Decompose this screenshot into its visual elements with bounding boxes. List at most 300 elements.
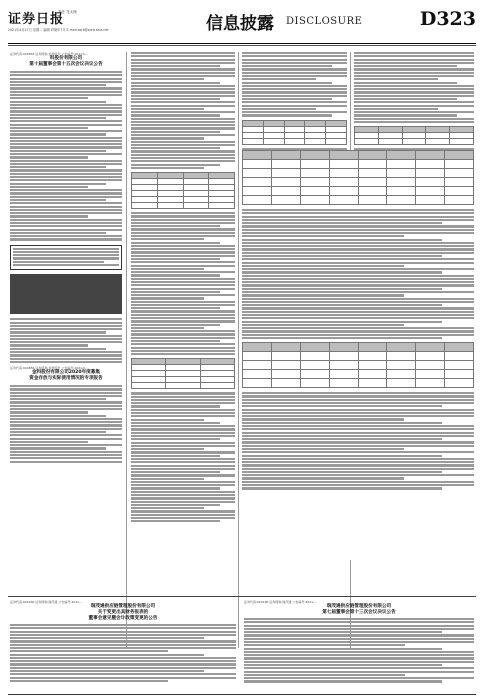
text-line <box>131 261 235 263</box>
text-line <box>131 88 235 90</box>
text-line <box>131 242 220 244</box>
bottom-left-announcement <box>10 600 236 692</box>
text-line <box>242 232 474 234</box>
text-line <box>131 409 235 411</box>
text-line <box>10 461 122 463</box>
text-line <box>244 654 474 656</box>
text-line <box>131 268 204 270</box>
text-line <box>242 395 474 397</box>
text-line <box>10 143 122 145</box>
text-line <box>354 105 474 107</box>
text-line <box>131 442 235 444</box>
body-text <box>131 52 235 169</box>
text-line <box>131 75 235 77</box>
body-text <box>244 618 474 683</box>
text-line <box>354 108 438 110</box>
text-line <box>10 153 122 155</box>
text-line <box>354 98 457 100</box>
text-line <box>10 328 122 330</box>
text-line <box>131 108 204 110</box>
text-line <box>131 455 220 457</box>
announcement-title: 关于变更出具财务报表的 <box>97 610 149 615</box>
text-line <box>242 235 404 237</box>
body-text <box>10 71 122 241</box>
announcement-title: 董事会意见暨会计政策变更的公告 <box>88 616 158 621</box>
text-line <box>131 154 235 156</box>
text-line <box>131 215 235 217</box>
text-line <box>242 262 474 264</box>
text-line <box>131 121 235 123</box>
text-line <box>131 245 235 247</box>
text-line <box>13 254 119 256</box>
text-line <box>131 124 235 126</box>
data-table <box>131 358 235 389</box>
text-line <box>242 239 442 241</box>
text-line <box>242 78 316 80</box>
text-line <box>10 344 88 346</box>
text-line <box>244 618 474 620</box>
wide-table-grid <box>242 150 474 205</box>
text-line <box>244 664 442 666</box>
text-line <box>10 219 122 221</box>
text-line <box>131 291 220 293</box>
text-line <box>10 392 122 394</box>
text-line <box>242 242 474 244</box>
text-line <box>10 202 122 204</box>
text-line <box>131 333 235 335</box>
data-table <box>131 172 235 209</box>
text-line <box>10 87 122 89</box>
text-line <box>10 627 236 629</box>
text-line <box>242 245 474 247</box>
text-line <box>242 334 474 336</box>
text-line <box>13 261 104 263</box>
text-line <box>10 677 236 679</box>
text-line <box>10 667 236 669</box>
text-line <box>242 95 347 97</box>
text-line <box>10 173 122 175</box>
text-line <box>10 660 236 662</box>
text-line <box>242 212 474 214</box>
text-line <box>131 288 235 290</box>
text-line <box>10 206 122 208</box>
text-line <box>242 438 442 440</box>
text-line <box>131 271 235 273</box>
text-line <box>10 110 122 112</box>
text-line <box>242 265 404 267</box>
text-line <box>131 481 235 483</box>
text-line <box>242 327 474 329</box>
text-line <box>242 229 474 231</box>
text-line <box>131 451 235 453</box>
text-line <box>10 114 122 116</box>
text-line <box>131 507 204 509</box>
text-line <box>131 72 235 74</box>
text-line <box>244 621 474 623</box>
text-line <box>131 251 235 253</box>
text-line <box>242 52 347 54</box>
text-line <box>10 421 122 423</box>
text-line <box>10 405 122 407</box>
wide-table-grid <box>242 342 474 388</box>
text-line <box>242 59 347 61</box>
body-text <box>10 385 122 463</box>
text-line <box>10 120 122 122</box>
text-line <box>242 402 474 404</box>
text-line <box>131 520 220 522</box>
text-line <box>10 644 236 646</box>
text-line <box>10 640 236 642</box>
text-line <box>242 288 442 290</box>
text-line <box>131 471 220 473</box>
text-line <box>131 147 220 149</box>
text-line <box>10 91 122 93</box>
text-line <box>131 68 235 70</box>
text-line <box>242 324 404 326</box>
text-line <box>131 78 204 80</box>
text-line <box>354 121 474 123</box>
text-line <box>10 238 122 240</box>
text-line <box>242 458 474 460</box>
text-line <box>242 62 347 64</box>
text-line <box>10 647 236 649</box>
text-line <box>10 401 122 403</box>
text-line <box>10 71 122 73</box>
text-line <box>10 318 122 320</box>
text-line <box>242 321 442 323</box>
text-line <box>131 314 235 316</box>
boxed-notice <box>10 245 122 271</box>
text-line <box>10 451 122 453</box>
section-title-english: DISCLOSURE <box>286 16 363 27</box>
text-line <box>131 304 235 306</box>
announcement-meta: 证券代码:000656 证券简称:金科股份 公告编号:2021-0… <box>10 366 89 371</box>
text-line <box>242 55 347 57</box>
text-line <box>244 648 442 650</box>
text-line <box>131 278 235 280</box>
text-line <box>354 55 474 57</box>
text-line <box>131 435 235 437</box>
text-line <box>131 392 235 394</box>
text-line <box>354 72 474 74</box>
text-line <box>10 160 122 162</box>
text-line <box>242 311 474 313</box>
text-line <box>242 471 442 473</box>
editor-credit: 责任 龙太理 <box>58 10 77 14</box>
text-line <box>242 105 347 107</box>
text-line <box>354 85 474 87</box>
text-line <box>10 101 106 103</box>
text-line <box>244 657 474 659</box>
text-line <box>10 124 122 126</box>
text-line <box>10 104 122 106</box>
text-line <box>10 150 106 152</box>
text-line <box>131 478 204 480</box>
text-line <box>10 673 236 675</box>
text-line <box>354 111 474 113</box>
text-line <box>131 105 235 107</box>
text-line <box>131 465 235 467</box>
text-line <box>131 504 220 506</box>
text-line <box>131 127 235 129</box>
text-line <box>10 650 168 652</box>
text-line <box>244 625 474 627</box>
text-line <box>242 275 474 277</box>
text-line <box>242 91 347 93</box>
text-line <box>242 330 474 332</box>
text-line <box>131 399 235 401</box>
text-line <box>354 65 457 67</box>
text-line <box>131 228 235 230</box>
text-line <box>131 415 235 417</box>
text-line <box>10 146 122 148</box>
text-line <box>10 232 106 234</box>
text-line <box>242 258 474 260</box>
text-line <box>131 432 235 434</box>
text-line <box>131 284 235 286</box>
text-line <box>10 408 122 410</box>
text-line <box>242 222 442 224</box>
masthead <box>8 8 476 42</box>
text-line <box>131 219 235 221</box>
text-line <box>10 341 122 343</box>
data-table <box>354 126 474 145</box>
text-line <box>242 405 442 407</box>
text-line <box>10 94 122 96</box>
text-line <box>242 101 347 103</box>
text-line <box>10 431 106 433</box>
masthead-rule-thin <box>8 45 476 46</box>
text-line <box>131 458 235 460</box>
text-line <box>244 641 474 643</box>
body-text <box>10 318 122 363</box>
text-line <box>131 353 235 355</box>
text-line <box>242 307 474 309</box>
text-line <box>354 68 474 70</box>
text-line <box>131 167 204 169</box>
text-line <box>131 265 235 267</box>
text-line <box>242 278 474 280</box>
section-rule <box>8 596 476 597</box>
text-line <box>131 55 235 57</box>
announcement-meta: 证券代码:000656 证券简称:金科股份 公告编号:2021-0… <box>10 52 89 56</box>
text-line <box>131 82 220 84</box>
text-line <box>10 229 122 231</box>
text-line <box>242 435 474 437</box>
text-line <box>242 65 332 67</box>
text-line <box>242 248 474 250</box>
text-line <box>131 484 235 486</box>
text-line <box>131 258 220 260</box>
text-line <box>131 340 220 342</box>
text-line <box>131 255 235 257</box>
text-line <box>13 264 119 266</box>
text-line <box>10 361 122 363</box>
text-line <box>131 95 235 97</box>
text-line <box>131 514 235 516</box>
text-line <box>242 487 442 489</box>
text-line <box>244 638 474 640</box>
text-line <box>242 409 474 411</box>
text-line <box>10 354 122 356</box>
text-line <box>131 438 220 440</box>
text-line <box>131 491 235 493</box>
announcement-company: 金科股份有限公司2020年度募集 <box>32 370 100 376</box>
text-line <box>131 422 220 424</box>
text-line <box>242 461 474 463</box>
text-line <box>131 445 235 447</box>
text-line <box>10 137 122 139</box>
text-line <box>242 225 474 227</box>
text-line <box>10 351 122 353</box>
text-line <box>10 84 106 86</box>
text-line <box>131 474 235 476</box>
text-line <box>242 474 474 476</box>
text-line <box>131 494 235 496</box>
text-line <box>131 343 235 345</box>
text-line <box>10 637 204 639</box>
bottom-right-announcement <box>244 600 474 692</box>
text-line <box>131 497 235 499</box>
text-line <box>244 680 442 682</box>
body-text <box>10 624 236 682</box>
left-column <box>10 52 122 592</box>
section-title: 信息披露 <box>206 14 274 34</box>
announcement-company: 瑞茂通供应链管理股份有限公司 <box>326 604 392 609</box>
text-line <box>131 468 235 470</box>
text-line <box>244 628 474 630</box>
text-line <box>10 196 122 198</box>
text-line <box>131 248 235 250</box>
text-line <box>131 461 235 463</box>
text-line <box>131 419 204 421</box>
text-line <box>354 118 474 120</box>
text-line <box>10 670 204 672</box>
text-line <box>242 464 474 466</box>
text-line <box>10 127 88 129</box>
text-line <box>10 183 106 185</box>
text-line <box>10 176 122 178</box>
text-line <box>131 114 220 116</box>
text-line <box>10 133 106 135</box>
text-line <box>10 624 236 626</box>
column-2 <box>131 52 235 592</box>
text-line <box>131 327 204 329</box>
text-line <box>10 654 204 656</box>
text-line <box>244 634 474 636</box>
text-line <box>242 284 474 286</box>
text-line <box>131 448 204 450</box>
text-line <box>242 82 332 84</box>
text-line <box>10 225 122 227</box>
text-line <box>10 444 122 446</box>
text-line <box>131 157 235 159</box>
body-text <box>242 209 474 339</box>
body-text <box>354 52 474 123</box>
text-line <box>242 418 404 420</box>
text-line <box>10 680 168 682</box>
text-line <box>242 392 474 394</box>
text-line <box>131 52 235 54</box>
text-line <box>242 304 442 306</box>
text-line <box>354 52 474 54</box>
text-line <box>131 150 235 152</box>
text-line <box>10 166 106 168</box>
text-line <box>10 631 236 633</box>
text-line <box>131 101 235 103</box>
text-line <box>131 91 235 93</box>
text-line <box>131 294 235 296</box>
wide-financial-table <box>242 150 474 560</box>
dateline: 2021年4月27日 星期二 编辑 印刷年7月 E-mail:zqrb@zqrb.sina.net <box>8 28 109 32</box>
text-line <box>131 330 235 332</box>
text-line <box>131 144 235 146</box>
text-line <box>10 434 122 436</box>
text-line <box>10 97 88 99</box>
text-line <box>242 216 474 218</box>
text-line <box>131 65 220 67</box>
announcement-company: 科股份有限公司 <box>49 56 83 61</box>
text-line <box>131 317 235 319</box>
announcement-title: 第七届董事会第十三次会议决议公告 <box>322 610 396 615</box>
text-line <box>242 432 474 434</box>
text-line <box>244 677 474 679</box>
text-line <box>354 82 457 84</box>
text-line <box>242 441 474 443</box>
text-line <box>131 131 220 133</box>
text-line <box>131 232 235 234</box>
text-line <box>131 487 220 489</box>
text-line <box>10 140 122 142</box>
text-line <box>354 59 474 61</box>
text-line <box>10 74 122 76</box>
text-line <box>131 428 235 430</box>
text-line <box>10 415 106 417</box>
text-line <box>10 215 88 217</box>
text-line <box>10 199 106 201</box>
text-line <box>10 634 236 636</box>
text-line <box>244 644 405 646</box>
text-line <box>10 169 122 171</box>
text-line <box>10 78 122 80</box>
text-line <box>242 111 347 113</box>
text-line <box>354 114 457 116</box>
text-line <box>10 457 122 459</box>
text-line <box>242 294 404 296</box>
text-line <box>354 101 474 103</box>
text-line <box>10 179 122 181</box>
text-line <box>242 255 442 257</box>
text-line <box>10 325 122 327</box>
text-line <box>242 317 474 319</box>
notice-text <box>13 248 119 267</box>
text-line <box>13 257 119 259</box>
text-line <box>242 209 474 211</box>
text-line <box>131 307 220 309</box>
text-line <box>242 399 474 401</box>
text-line <box>131 141 235 143</box>
text-line <box>10 163 122 165</box>
text-line <box>242 451 474 453</box>
text-line <box>354 95 474 97</box>
text-line <box>131 222 235 224</box>
text-line <box>242 108 316 110</box>
text-line <box>242 85 347 87</box>
text-line <box>10 130 122 132</box>
text-line <box>242 468 474 470</box>
text-line <box>242 337 442 339</box>
text-line <box>10 395 122 397</box>
